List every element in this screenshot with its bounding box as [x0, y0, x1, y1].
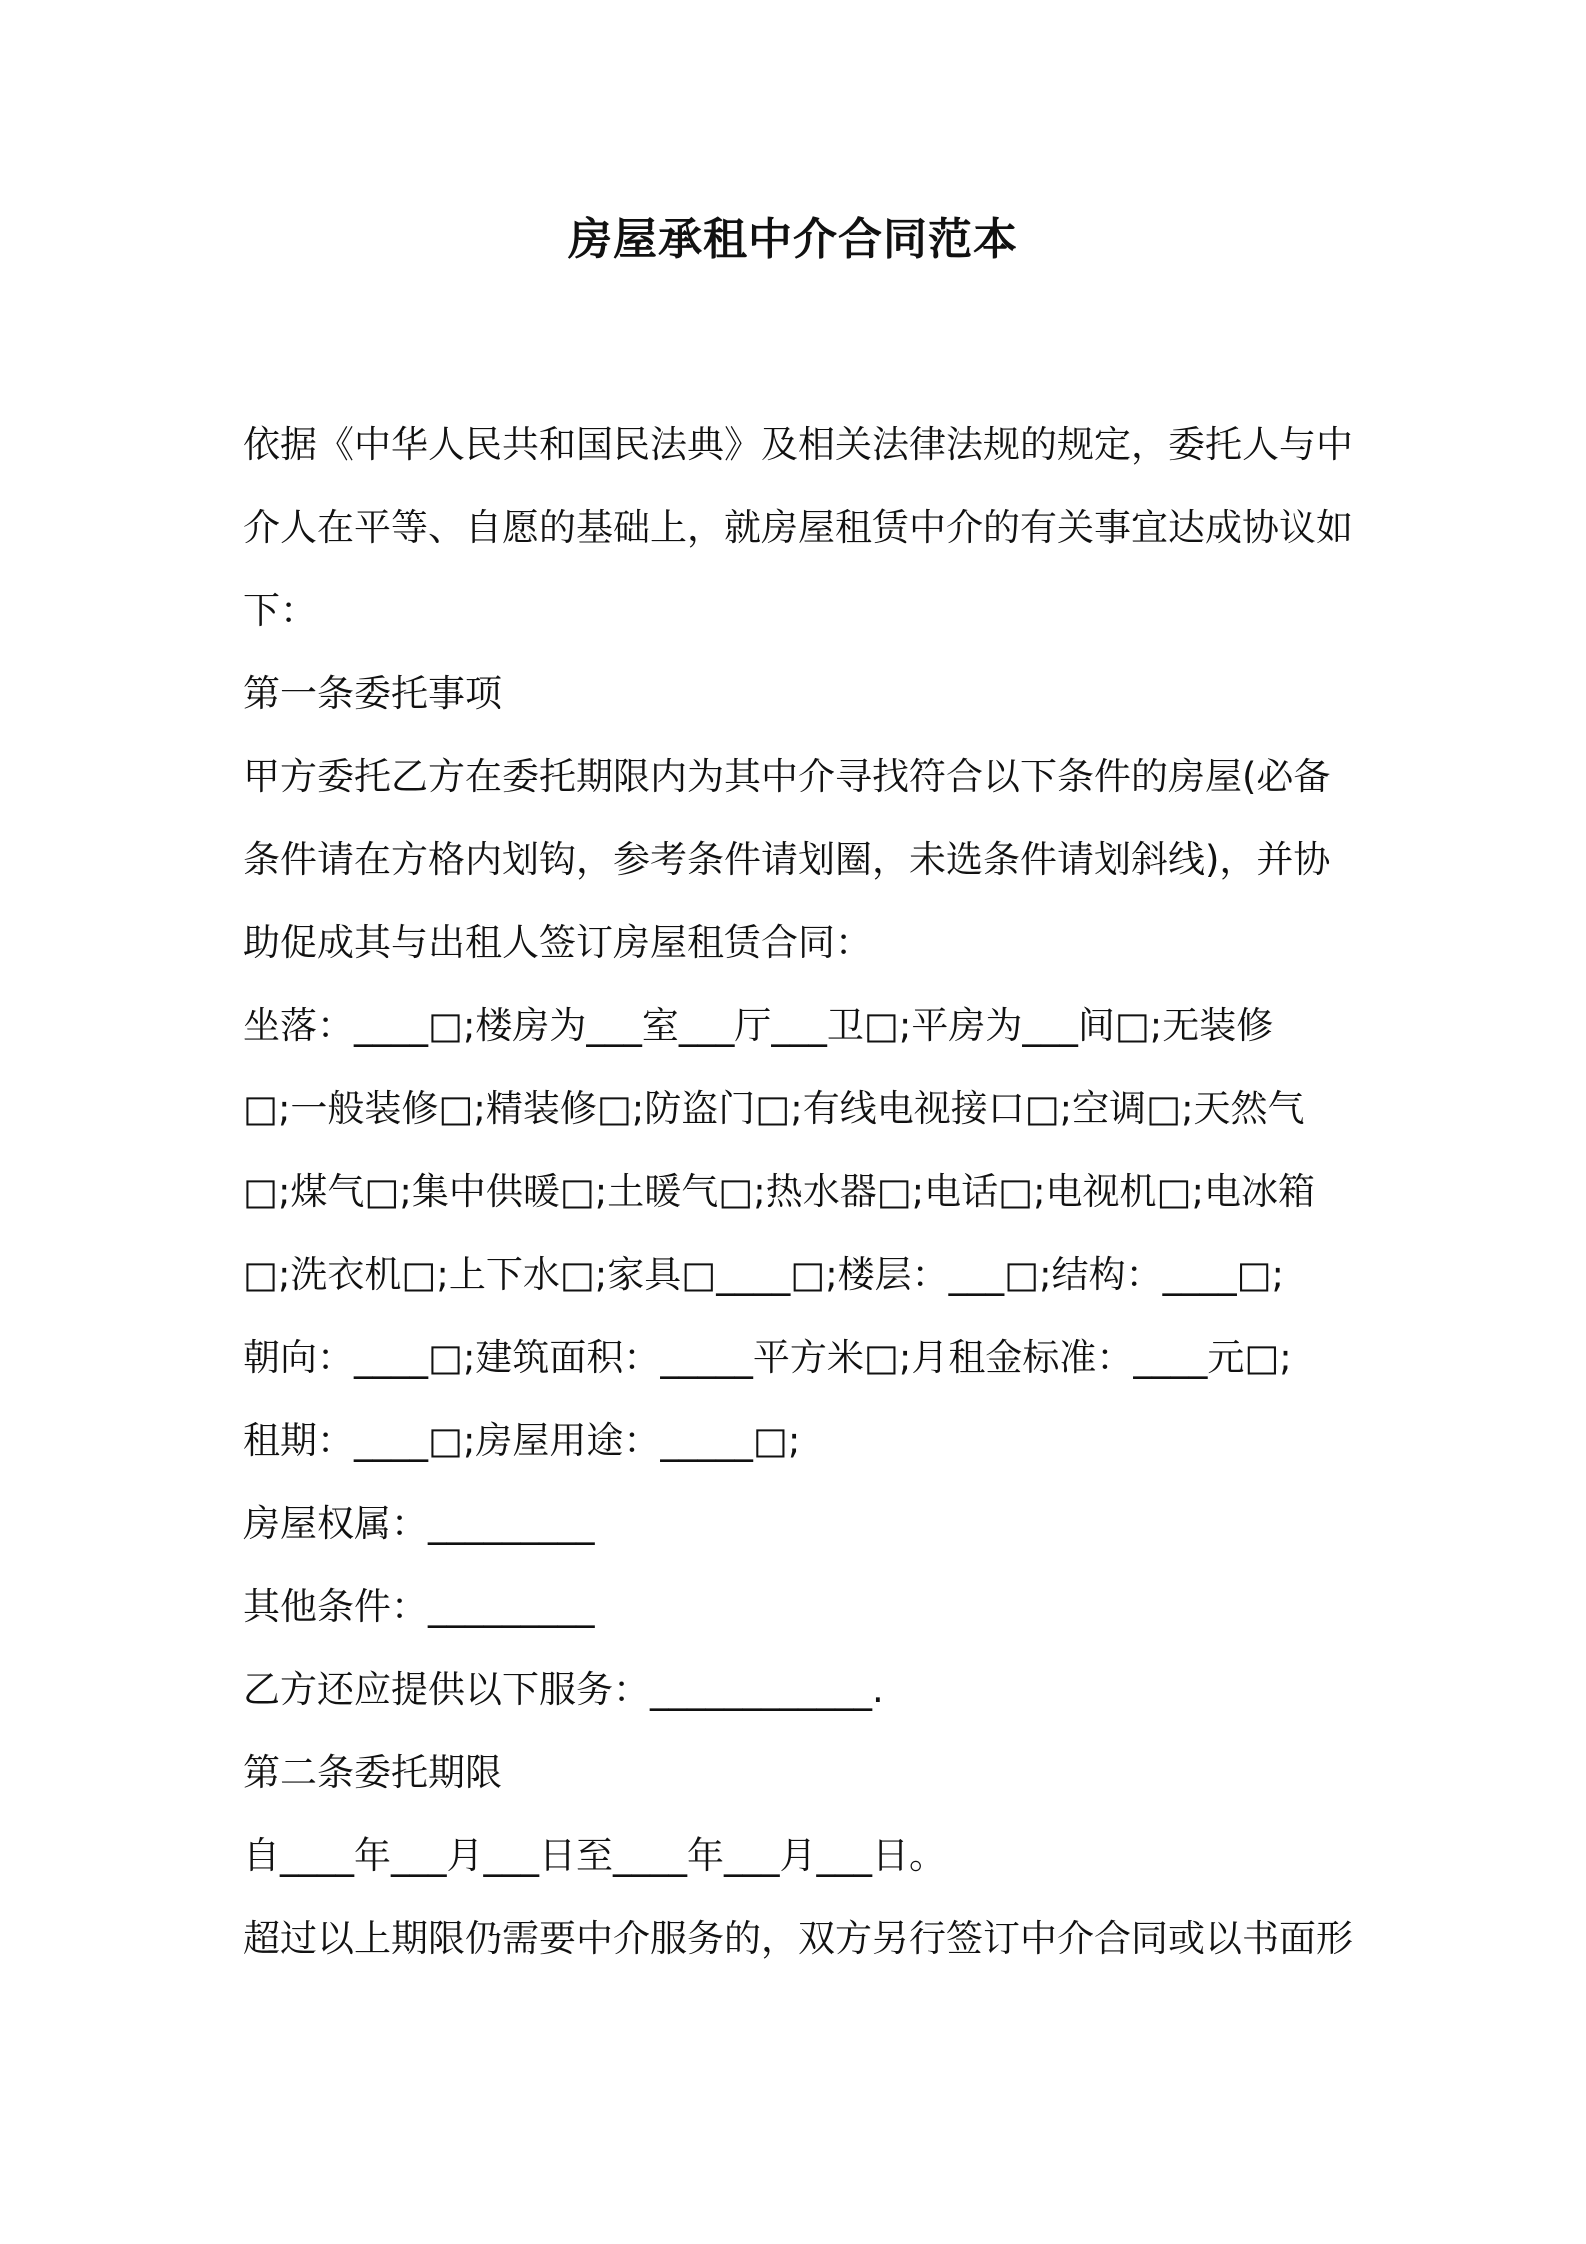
section-heading: 第一条委托事项	[243, 672, 502, 715]
section-heading: 第二条委托期限	[243, 1751, 502, 1794]
paragraph-line: 朝向：____□;建筑面积：_____平方米□;月租金标准：____元□;	[243, 1336, 1292, 1379]
document-body	[243, 403, 1355, 1980]
paragraph-line: □;洗衣机□;上下水□;家具□____□;楼层：___□;结构：____□;	[243, 1253, 1285, 1296]
paragraph-line: 租期：____□;房屋用途：_____□;	[243, 1419, 801, 1462]
paragraph-line: 依据《中华人民共和国民法典》及相关法律法规的规定，委托人与中	[243, 423, 1353, 466]
paragraph-line: 下：	[243, 589, 317, 632]
paragraph-line: 其他条件：_________	[243, 1585, 595, 1628]
paragraph-line: □;煤气□;集中供暖□;土暖气□;热水器□;电话□;电视机□;电冰箱	[243, 1170, 1315, 1213]
paragraph-line: 乙方还应提供以下服务：____________.	[243, 1668, 884, 1711]
paragraph-line: 坐落：____□;楼房为___室___厅___卫□;平房为___间□;无装修	[243, 1004, 1274, 1047]
paragraph-line: 条件请在方格内划钩，参考条件请划圈，未选条件请划斜线)，并协	[243, 838, 1331, 881]
paragraph-line: 介人在平等、自愿的基础上，就房屋租赁中介的有关事宜达成协议如	[243, 506, 1353, 549]
paragraph-line: 自____年___月___日至____年___月___日。	[243, 1834, 946, 1877]
document-title: 房屋承租中介合同范本	[568, 214, 1018, 265]
paragraph-line: 甲方委托乙方在委托期限内为其中介寻找符合以下条件的房屋(必备	[243, 755, 1331, 798]
paragraph-line: 助促成其与出租人签订房屋租赁合同：	[243, 921, 872, 964]
paragraph-line: 超过以上期限仍需要中介服务的，双方另行签订中介合同或以书面形	[243, 1917, 1353, 1960]
paragraph-line: 房屋权属：_________	[243, 1502, 595, 1545]
paragraph-line: □;一般装修□;精装修□;防盗门□;有线电视接口□;空调□;天然气	[243, 1087, 1305, 1130]
